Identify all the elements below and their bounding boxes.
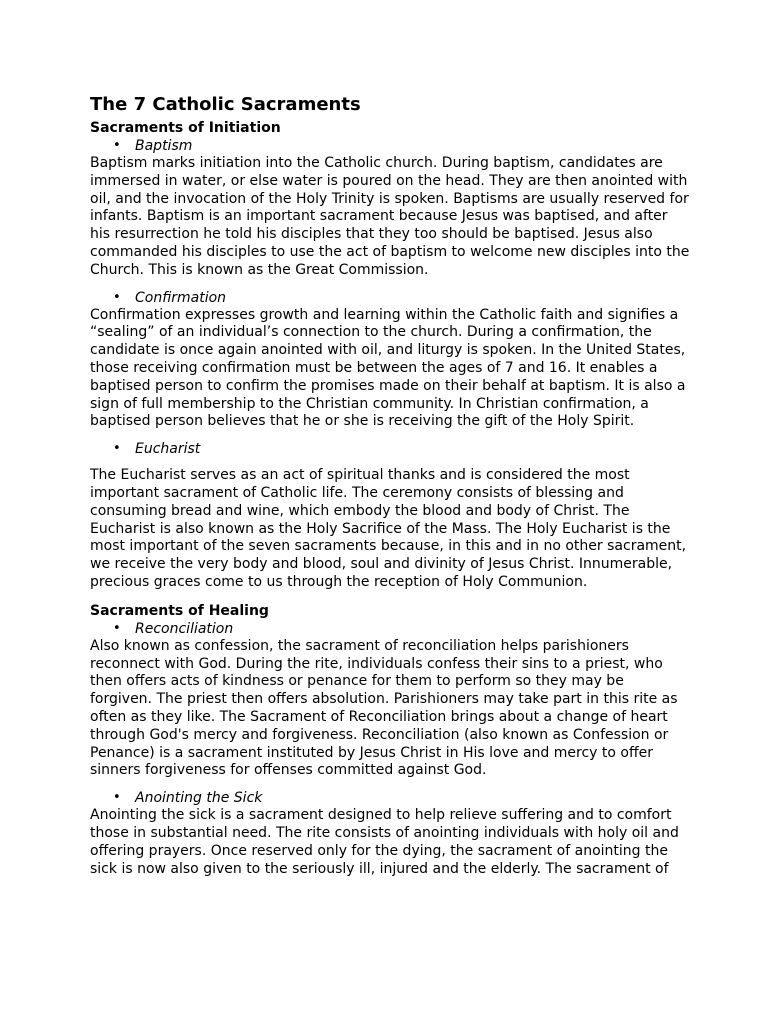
bullet-dot-icon: • bbox=[113, 289, 121, 305]
bullet-dot-icon: • bbox=[113, 620, 121, 636]
bullet-confirmation bbox=[90, 289, 690, 307]
paragraph-reconciliation: Also known as confession, the sacrament of reconciliation helps parishioners reconnect with God. During the rite, individuals confess their sins to a priest, who then offers acts of kindness or penance for them to perform so they may be forgiven. The priest then offers absolution. Parishioners may take part in this rite as often as they like. The Sacrament of Reconciliation brings about a change of heart through God's mercy and forgiveness. Reconciliation (also known as Confession or Penance) is a sacrament instituted by Jesus Christ in His love and mercy to offer sinners forgiveness for offenses committed against God. bbox=[90, 637, 678, 779]
bullet-label: Baptism bbox=[135, 138, 193, 154]
bullet-label: Confirmation bbox=[135, 289, 227, 306]
bullet-dot-icon: • bbox=[113, 790, 121, 806]
bullet-anointing-the-sick bbox=[90, 789, 690, 807]
section-heading-healing: Sacraments of Healing bbox=[90, 602, 269, 619]
bullet-baptism bbox=[90, 137, 690, 155]
document-page bbox=[90, 93, 690, 878]
bullet-dot-icon: • bbox=[113, 138, 121, 153]
section-heading-initiation: Sacraments of Initiation bbox=[90, 120, 281, 136]
bullet-label: Anointing the Sick bbox=[135, 790, 263, 807]
bullet-reconciliation bbox=[90, 620, 690, 638]
paragraph-baptism: Baptism marks initiation into the Catholic church. During baptism, candidates are immersed in water, or else water is poured on the head. They are then anointed with oil, and the invocation of the Holy Trinity is spoken. Baptisms are usually reserved for infants. Baptism is an important sacrament because Jesus was baptised, and after his resurrection he told his disciples that they too should be baptised. Jesus also commanded his disciples to use the act of baptism to welcome new disciples into the Church. This is known as the Great Commission. bbox=[90, 155, 690, 278]
paragraph-anointing-the-sick: Anointing the sick is a sacrament designed to help relieve suffering and to comfort those in substantial need. The rite consists of anointing individuals with holy oil and offering prayers. Once reserved only for the dying, the sacrament of anointing the sick is now also given to the seriously ill, injured and the elderly. The sacrament of bbox=[90, 807, 679, 877]
bullet-eucharist bbox=[90, 440, 690, 458]
bullet-dot-icon: • bbox=[113, 441, 121, 457]
paragraph-confirmation: Confirmation expresses growth and learning within the Catholic faith and signifies a “sealing” of an individual’s connection to the church. During a confirmation, the candidate is once again anointed with oil, and liturgy is spoken. In the United States, those receiving confirmation must be between the ages of 7 and 16. It enables a baptised person to confirm the promises made on their behalf at baptism. It is also a sign of full membership to the Christian community. In Christian confirmation, a baptised person believes that he or she is receiving the gift of the Holy Spirit. bbox=[90, 306, 686, 430]
document-title: The 7 Catholic Sacraments bbox=[90, 94, 361, 115]
paragraph-eucharist: The Eucharist serves as an act of spiritual thanks and is considered the most important sacrament of Catholic life. The ceremony consists of blessing and consuming bread and wine, which embody the blood and body of Christ. The Eucharist is also known as the Holy Sacrifice of the Mass. The Holy Eucharist is the most important of the seven sacraments because, in this and in no other sacrament, we receive the very body and blood, soul and divinity of Jesus Christ. Innumerable, precious graces come to us through the reception of Holy Communion. bbox=[90, 467, 687, 590]
bullet-label: Reconciliation bbox=[135, 620, 234, 637]
bullet-label: Eucharist bbox=[135, 441, 201, 458]
